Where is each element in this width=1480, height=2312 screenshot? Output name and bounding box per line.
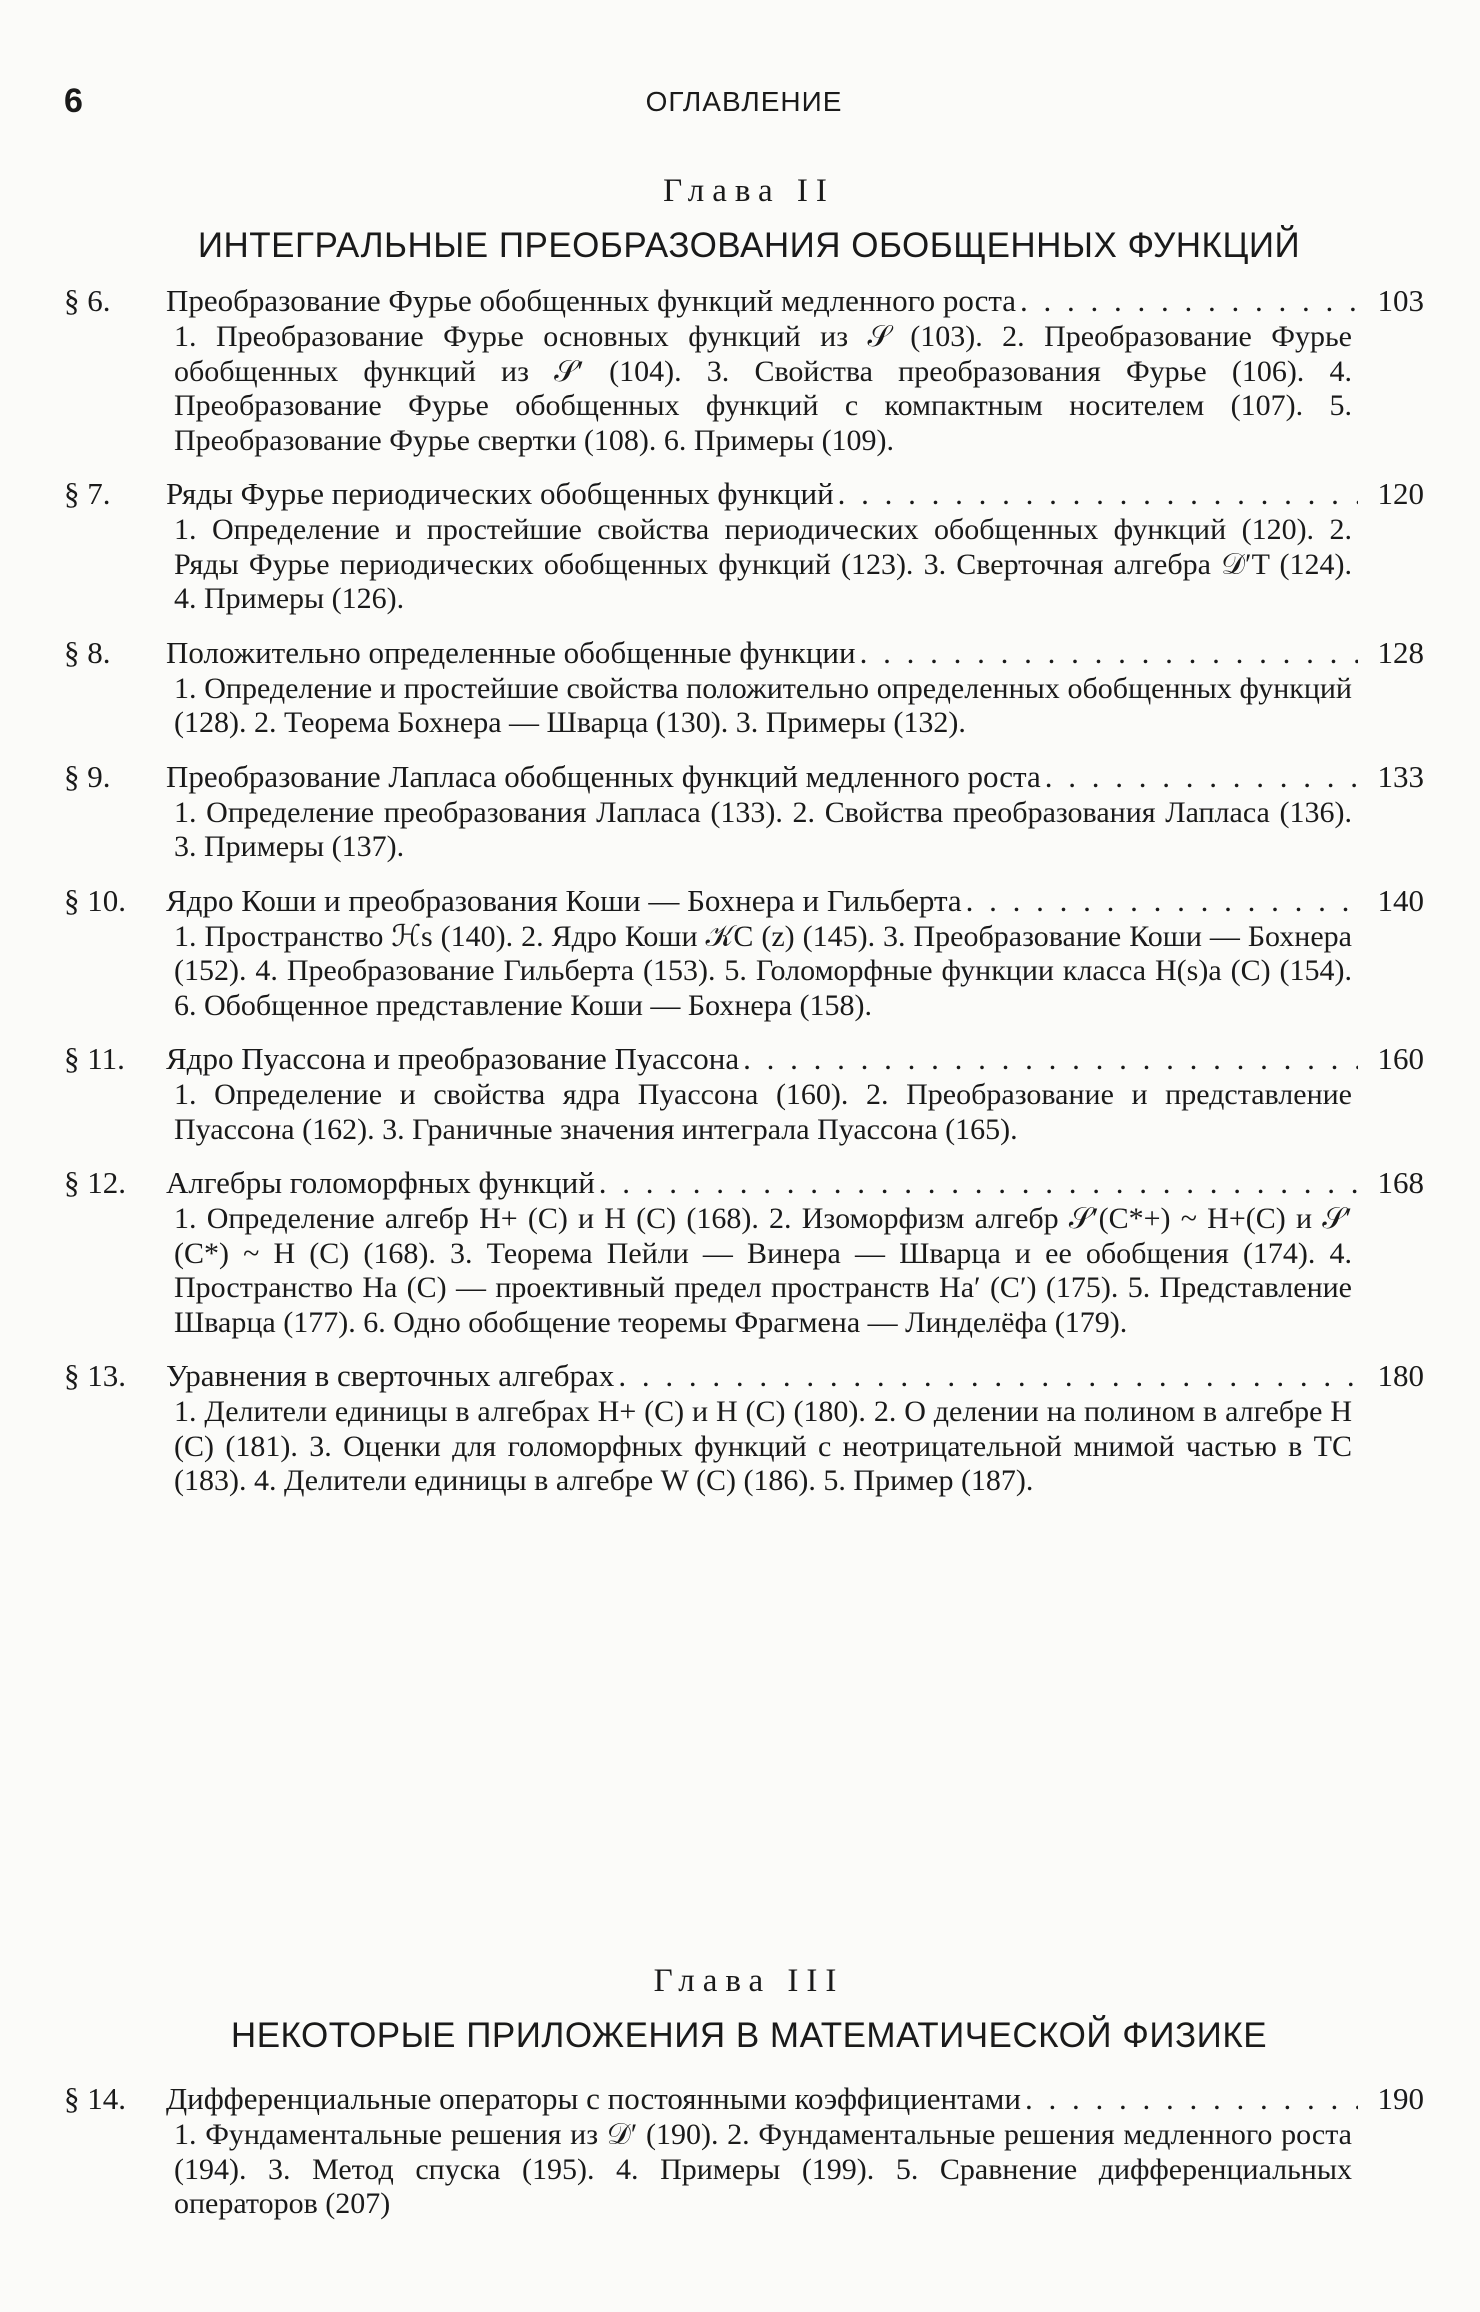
- section-number: § 8.: [64, 634, 111, 670]
- page-ref: 128: [1377, 634, 1424, 670]
- toc-entry-heading: [64, 1040, 1424, 1078]
- toc-entry: [64, 758, 1424, 865]
- dot-leader: [966, 882, 1358, 920]
- toc-entry-heading: [64, 1164, 1424, 1202]
- subsection-list: 1. Определение алгебр H+ (C) и H (C) (168). 2. Изоморфизм алгебр 𝒮′(C*+) ~ H+(C) и 𝒮′(C*) ~ H (C) (168). 3. Теорема Пейли — Винера — Шварца и ее обобщения (174). 4. Пространство Ha (C) — проективный предел пространств Ha′ (C′) (175). 5. Представление Шварца (177). 6. Одно обобщение теоремы Фрагмена — Линделёфа (179).: [174, 1202, 1352, 1339]
- toc-entry: [64, 634, 1424, 741]
- subsection-list: 1. Определение и простейшие свойства периодических обобщенных функций (120). 2. Ряды Фурье периодических обобщенных функций (123). 3. Сверточная алгебра 𝒟′T (124). 4. Примеры (126).: [174, 513, 1352, 615]
- toc-entry: [64, 282, 1424, 458]
- subsection-list: 1. Фундаментальные решения из 𝒟′ (190). 2. Фундаментальные решения медленного роста (194). 3. Метод спуска (195). 4. Примеры (199). 5. Сравнение дифференциальных операторов (207): [174, 2118, 1352, 2220]
- chapter-2-toc: [64, 282, 1424, 1516]
- toc-entry-heading: [64, 882, 1424, 920]
- page-ref: 120: [1377, 476, 1424, 511]
- toc-entry: [64, 882, 1424, 1024]
- toc-entry: [64, 2080, 1424, 2222]
- section-number: § 11.: [64, 1041, 125, 1076]
- dot-leader: [838, 475, 1358, 513]
- subsection-list: 1. Определение и свойства ядра Пуассона (160). 2. Преобразование и представление Пуассона (162). 3. Граничные значения интеграла Пуассона (165).: [174, 1078, 1352, 1146]
- section-title: Преобразование Фурье обобщенных функций медленного роста: [166, 283, 1017, 318]
- subsection-list: 1. Преобразование Фурье основных функций из 𝒮 (103). 2. Преобразование Фурье обобщенных функций из 𝒮′ (104). 3. Свойства преобразования Фурье (106). 4. Преобразование Фурье обобщенных функций с компактным носителем (107). 5. Преобразование Фурье свертки (108). 6. Примеры (109).: [174, 320, 1352, 457]
- subsection-list: 1. Определение и простейшие свойства положительно определенных обобщенных функций (128). 2. Теорема Бохнера — Шварца (130). 3. Примеры (132).: [174, 671, 1352, 739]
- page-ref: 160: [1377, 1041, 1424, 1076]
- toc-entry: [64, 1164, 1424, 1340]
- page-ref: 133: [1377, 758, 1424, 794]
- toc-entry-heading: [64, 475, 1424, 513]
- toc-entry-heading: [64, 282, 1424, 320]
- chapter-title: ИНТЕГРАЛЬНЫЕ ПРЕОБРАЗОВАНИЯ ОБОБЩЕННЫХ ФУНКЦИЙ: [197, 226, 1301, 265]
- toc-entry-heading: [64, 2080, 1424, 2118]
- section-title: Ядро Коши и преобразования Коши — Бохнера и Гильберта: [166, 882, 962, 918]
- page-ref: 190: [1377, 2081, 1424, 2116]
- toc-entry: [64, 475, 1424, 617]
- subsection-list: 1. Делители единицы в алгебрах H+ (C) и H (C) (180). 2. О делении на полином в алгебре H (C) (181). 3. Оценки для голоморфных функций с неотрицательной мнимой частью в TC (183). 4. Делители единицы в алгебре W (C) (186). 5. Пример (187).: [174, 1395, 1352, 1497]
- section-title: Ряды Фурье периодических обобщенных функций: [166, 476, 834, 511]
- dot-leader: [1020, 282, 1358, 320]
- running-title: ОГЛАВЛЕНИЕ: [645, 86, 843, 117]
- section-number: § 7.: [64, 476, 111, 511]
- page-ref: 103: [1377, 283, 1424, 318]
- section-title: Уравнения в сверточных алгебрах: [166, 1358, 615, 1393]
- chapter-title: НЕКОТОРЫЕ ПРИЛОЖЕНИЯ В МАТЕМАТИЧЕСКОЙ ФИЗИКЕ: [230, 2016, 1268, 2055]
- dot-leader: [599, 1164, 1358, 1202]
- section-title: Ядро Пуассона и преобразование Пуассона: [166, 1041, 740, 1076]
- section-number: § 13.: [64, 1358, 126, 1393]
- subsection-list: 1. Определение преобразования Лапласа (133). 2. Свойства преобразования Лапласа (136). 3. Примеры (137).: [174, 795, 1352, 863]
- dot-leader: [1045, 758, 1358, 796]
- dot-leader: [743, 1040, 1358, 1078]
- section-number: § 6.: [64, 283, 111, 318]
- toc-entry-heading: [64, 758, 1424, 796]
- section-number: § 14.: [64, 2081, 126, 2116]
- page-number: 6: [64, 82, 83, 120]
- toc-entry-heading: [64, 1357, 1424, 1395]
- page-header: [64, 82, 1424, 126]
- section-title: Дифференциальные операторы с постоянными коэффициентами: [166, 2081, 1021, 2116]
- section-number: § 10.: [64, 882, 126, 918]
- section-title: Преобразование Лапласа обобщенных функций медленного роста: [166, 758, 1041, 794]
- page-ref: 180: [1377, 1358, 1424, 1393]
- section-number: § 9.: [64, 758, 111, 794]
- chapter-2-heading: [84, 170, 1414, 270]
- dot-leader: [618, 1357, 1358, 1395]
- subsection-list: 1. Пространство ℋs (140). 2. Ядро Коши 𝒦C (z) (145). 3. Преобразование Коши — Бохнера (152). 4. Преобразование Гильберта (153). 5. Голоморфные функции класса H(s)a (C) (154). 6. Обобщенное представление Коши — Бохнера (158).: [174, 919, 1352, 1022]
- toc-entry-heading: [64, 634, 1424, 672]
- dot-leader: [1025, 2080, 1358, 2118]
- chapter-label: Глава II: [663, 173, 835, 209]
- page-ref: 140: [1377, 882, 1424, 918]
- chapter-3-toc: [64, 2080, 1424, 2239]
- section-title: Алгебры голоморфных функций: [166, 1165, 595, 1200]
- chapter-3-heading: [84, 1960, 1414, 2060]
- toc-entry: [64, 1040, 1424, 1147]
- chapter-label: Глава III: [653, 1963, 845, 1999]
- section-number: § 12.: [64, 1165, 126, 1200]
- toc-entry: [64, 1357, 1424, 1499]
- section-title: Положительно определенные обобщенные функции: [166, 634, 856, 670]
- dot-leader: [860, 634, 1358, 672]
- page-ref: 168: [1377, 1165, 1424, 1200]
